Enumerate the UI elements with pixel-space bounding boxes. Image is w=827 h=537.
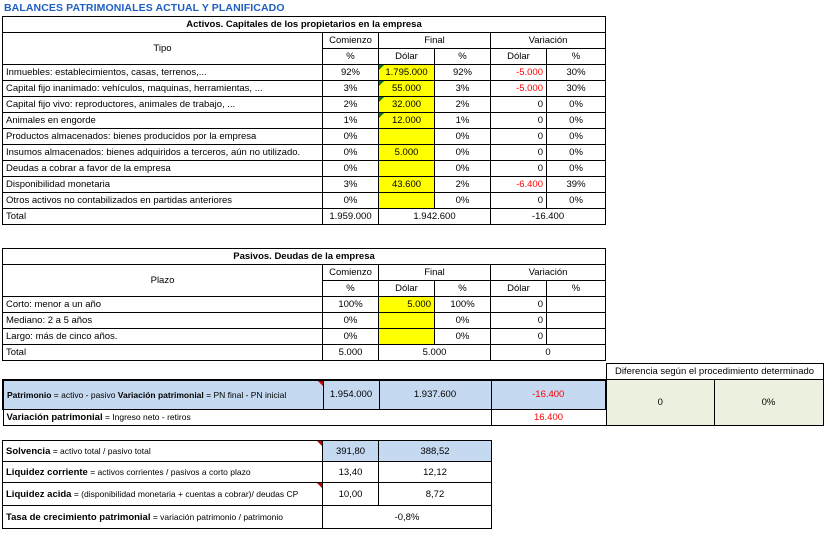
row-label: Productos almacenados: bienes producidos por la empresa xyxy=(3,129,323,145)
cell-final-pct[interactable]: 0% xyxy=(435,313,491,329)
cell-final-pct[interactable]: 2% xyxy=(435,177,491,193)
assets-header: Activos. Capitales de los propietarios en la empresa xyxy=(3,17,606,33)
ratio-row xyxy=(3,441,492,462)
cell-final-pct[interactable]: 0% xyxy=(435,193,491,209)
cell-comienzo[interactable]: 100% xyxy=(323,297,379,313)
sub-dolar: Dólar xyxy=(379,49,435,65)
cell-comienzo[interactable]: 2% xyxy=(323,97,379,113)
cell-var-usd[interactable]: 0 xyxy=(491,129,547,145)
cell-var-pct[interactable]: 39% xyxy=(547,177,606,193)
row-label: Capital fijo inanimado: vehículos, maquinas, herramientas, ... xyxy=(3,81,323,97)
cell-var-usd[interactable]: 0 xyxy=(491,145,547,161)
table-row xyxy=(3,193,606,209)
cell-comienzo[interactable]: 3% xyxy=(323,81,379,97)
sub-dolar: Dólar xyxy=(379,281,435,297)
assets-total-row xyxy=(3,209,606,225)
cell-var-usd[interactable]: 0 xyxy=(491,313,547,329)
sub-dolar: Dólar xyxy=(491,49,547,65)
row-label: Capital fijo vivo: reproductores, animales de trabajo, ... xyxy=(3,97,323,113)
patrimonio-variacion[interactable]: -16.400 xyxy=(491,380,606,410)
cell-var-pct[interactable]: 0% xyxy=(547,161,606,177)
variacion-patrimonial-value[interactable]: 16.400 xyxy=(491,409,606,425)
row-label: Largo: más de cinco años. xyxy=(3,329,323,345)
table-row xyxy=(3,97,606,113)
cell-final-usd[interactable] xyxy=(379,329,435,345)
table-row xyxy=(3,145,606,161)
cell-var-usd[interactable]: 0 xyxy=(491,329,547,345)
patrimonio-label-rest: = activo - pasivo xyxy=(51,389,118,400)
liabilities-table xyxy=(2,248,606,361)
ratio-bold: Solvencia xyxy=(6,445,51,457)
cell-var-pct[interactable] xyxy=(547,329,606,345)
sub-pct: % xyxy=(435,281,491,297)
table-row xyxy=(3,161,606,177)
row-label: Animales en engorde xyxy=(3,113,323,129)
ratio-comienzo[interactable]: 391,80 xyxy=(323,441,379,462)
row-label: Insumos almacenados: bienes adquiridos a terceros, aún no utilizado. xyxy=(3,145,323,161)
total-final[interactable]: 1.942.600 xyxy=(379,209,491,225)
total-variacion[interactable]: 0 xyxy=(491,345,606,361)
cell-comienzo[interactable]: 0% xyxy=(323,329,379,345)
diferencia-header: Diferencia según el procedimiento determinado xyxy=(606,364,823,380)
patrimonio-final[interactable]: 1.937.600 xyxy=(379,380,491,410)
ratio-rest: = activo total / pasivo total xyxy=(50,445,151,456)
sub-pct: % xyxy=(547,49,606,65)
cell-var-usd[interactable]: -6.400 xyxy=(491,177,547,193)
total-label: Total xyxy=(3,345,323,361)
ratio-label xyxy=(3,483,323,506)
ratio-bold: Tasa de crecimiento patrimonial xyxy=(6,511,151,523)
total-comienzo[interactable]: 1.959.000 xyxy=(323,209,379,225)
ratio-row xyxy=(3,506,492,529)
ratio-final[interactable]: 388,52 xyxy=(379,441,492,462)
table-row xyxy=(3,81,606,97)
ratio-label xyxy=(3,441,323,462)
cell-final-usd[interactable]: 1.795.000 xyxy=(379,65,435,81)
ratio-final[interactable]: 12,12 xyxy=(379,462,492,483)
cell-comienzo[interactable]: 0% xyxy=(323,313,379,329)
col-variacion: Variación xyxy=(491,265,606,281)
cell-final-usd[interactable]: 32.000 xyxy=(379,97,435,113)
cell-var-pct[interactable]: 30% xyxy=(547,65,606,81)
cell-final-pct[interactable]: 0% xyxy=(435,161,491,177)
ratio-comienzo[interactable]: 13,40 xyxy=(323,462,379,483)
cell-final-usd[interactable] xyxy=(379,161,435,177)
row-label: Disponibilidad monetaria xyxy=(3,177,323,193)
cell-comienzo[interactable]: 92% xyxy=(323,65,379,81)
ratio-final[interactable]: 8,72 xyxy=(379,483,492,506)
table-row xyxy=(3,65,606,81)
cell-final-pct[interactable]: 0% xyxy=(435,129,491,145)
cell-final-pct[interactable]: 0% xyxy=(435,329,491,345)
cell-final-usd[interactable]: 5.000 xyxy=(379,297,435,313)
col-comienzo: Comienzo xyxy=(323,33,379,49)
cell-final-pct[interactable]: 100% xyxy=(435,297,491,313)
diferencia-value[interactable]: 0 xyxy=(606,380,714,426)
col-final: Final xyxy=(379,265,491,281)
table-row xyxy=(3,177,606,193)
cell-var-pct[interactable] xyxy=(547,313,606,329)
cell-comienzo[interactable]: 3% xyxy=(323,177,379,193)
cell-comienzo[interactable]: 0% xyxy=(323,145,379,161)
cell-var-usd[interactable]: 0 xyxy=(491,161,547,177)
table-row xyxy=(3,297,606,313)
cell-final-usd[interactable]: 43.600 xyxy=(379,177,435,193)
patrimonio-comienzo[interactable]: 1.954.000 xyxy=(323,380,379,410)
ratio-rest: = variación patrimonio / patrimonio xyxy=(150,511,284,522)
row-label: Mediano: 2 a 5 años xyxy=(3,313,323,329)
cell-var-pct[interactable]: 0% xyxy=(547,193,606,209)
cell-comienzo[interactable]: 0% xyxy=(323,161,379,177)
cell-var-usd[interactable]: -5.000 xyxy=(491,81,547,97)
total-variacion[interactable]: -16.400 xyxy=(491,209,606,225)
ratio-merged[interactable]: -0,8% xyxy=(323,506,492,529)
cell-final-usd[interactable]: 55.000 xyxy=(379,81,435,97)
ratio-row xyxy=(3,483,492,506)
liabilities-header: Pasivos. Deudas de la empresa xyxy=(3,249,606,265)
cell-comienzo[interactable]: 0% xyxy=(323,129,379,145)
variacion-patrimonial-bold: Variación patrimonial xyxy=(6,411,103,423)
total-comienzo[interactable]: 5.000 xyxy=(323,345,379,361)
cell-var-pct[interactable]: 0% xyxy=(547,97,606,113)
liabilities-total-row xyxy=(3,345,606,361)
total-label: Total xyxy=(3,209,323,225)
sub-pct: % xyxy=(435,49,491,65)
cell-var-usd[interactable]: 0 xyxy=(491,97,547,113)
ratios-table xyxy=(2,440,492,529)
sub-pct: % xyxy=(323,281,379,297)
variacion-patrimonial-rest: = Ingreso neto - retiros xyxy=(102,411,191,422)
cell-final-usd[interactable]: 5.000 xyxy=(379,145,435,161)
ratio-label xyxy=(3,506,323,529)
cell-var-pct[interactable]: 30% xyxy=(547,81,606,97)
ratio-rest: = (disponibilidad monetaria + cuentas a cobrar)/ deudas CP xyxy=(71,488,299,499)
cell-final-pct[interactable]: 3% xyxy=(435,81,491,97)
sub-pct: % xyxy=(323,49,379,65)
ratio-rest: = activos corrientes / pasivos a corto plazo xyxy=(87,466,251,477)
col-tipo: Tipo xyxy=(3,33,323,65)
variacion-label-bold: Variación patrimonial xyxy=(117,389,204,400)
sheet-title: BALANCES PATRIMONIALES ACTUAL Y PLANIFICADO xyxy=(4,2,285,14)
ratio-label xyxy=(3,462,323,483)
table-row xyxy=(3,129,606,145)
cell-var-pct[interactable] xyxy=(547,297,606,313)
cell-final-usd[interactable]: 12.000 xyxy=(379,113,435,129)
row-label: Otros activos no contabilizados en partidas anteriores xyxy=(3,193,323,209)
col-variacion: Variación xyxy=(491,33,606,49)
variacion-label-rest: = PN final - PN inicial xyxy=(203,389,287,400)
cell-final-usd[interactable] xyxy=(379,313,435,329)
cell-final-pct[interactable]: 0% xyxy=(435,145,491,161)
patrimonio-label xyxy=(3,380,323,410)
cell-var-pct[interactable]: 0% xyxy=(547,113,606,129)
cell-final-usd[interactable] xyxy=(379,129,435,145)
sub-dolar: Dólar xyxy=(491,281,547,297)
cell-var-usd[interactable]: 0 xyxy=(491,193,547,209)
cell-var-pct[interactable]: 0% xyxy=(547,145,606,161)
cell-comienzo[interactable]: 1% xyxy=(323,113,379,129)
cell-var-usd[interactable]: 0 xyxy=(491,113,547,129)
patrimonio-table xyxy=(2,363,824,426)
assets-rows xyxy=(3,65,606,209)
row-label: Corto: menor a un año xyxy=(3,297,323,313)
row-label: Deudas a cobrar a favor de la empresa xyxy=(3,161,323,177)
col-plazo: Plazo xyxy=(3,265,323,297)
cell-var-usd[interactable]: -5.000 xyxy=(491,65,547,81)
table-row xyxy=(3,113,606,129)
cell-final-pct[interactable]: 1% xyxy=(435,113,491,129)
total-final[interactable]: 5.000 xyxy=(379,345,491,361)
ratio-row xyxy=(3,462,492,483)
cell-final-pct[interactable]: 2% xyxy=(435,97,491,113)
cell-final-usd[interactable] xyxy=(379,193,435,209)
sub-pct: % xyxy=(547,281,606,297)
diferencia-pct[interactable]: 0% xyxy=(714,380,823,426)
table-row xyxy=(3,329,606,345)
cell-var-usd[interactable]: 0 xyxy=(491,297,547,313)
assets-table xyxy=(2,16,606,225)
cell-final-pct[interactable]: 92% xyxy=(435,65,491,81)
row-label: Inmuebles: establecimientos, casas, terrenos,... xyxy=(3,65,323,81)
table-row xyxy=(3,313,606,329)
ratio-bold: Liquidez acida xyxy=(6,488,72,500)
cell-comienzo[interactable]: 0% xyxy=(323,193,379,209)
col-final: Final xyxy=(379,33,491,49)
variacion-patrimonial-label xyxy=(3,409,491,425)
ratio-comienzo[interactable]: 10,00 xyxy=(323,483,379,506)
col-comienzo: Comienzo xyxy=(323,265,379,281)
cell-var-pct[interactable]: 0% xyxy=(547,129,606,145)
patrimonio-label-bold: Patrimonio xyxy=(7,389,52,400)
ratio-bold: Liquidez corriente xyxy=(6,466,88,478)
